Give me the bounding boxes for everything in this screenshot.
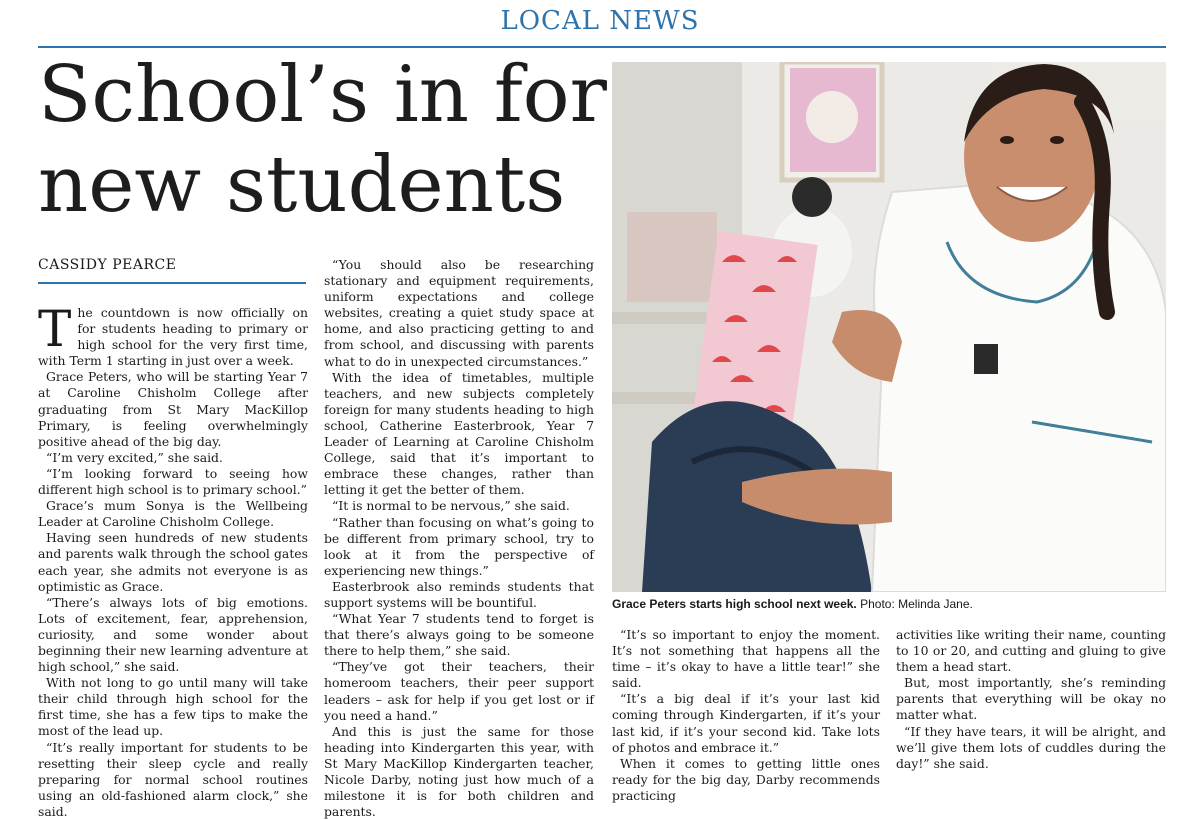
byline: CASSIDY PEARCE [38, 257, 177, 273]
photo-caption [612, 597, 973, 611]
paragraph: But, most importantly, she’s reminding parents that everything will be okay no matter what. [896, 675, 1166, 723]
paragraph: With the idea of timetables, multiple teachers, and new subjects completely foreign for many students heading to high school, Catherine Easterbrook, Year 7 Leader of Learning at Caroline Chisholm College, said that it’s important to embrace these changes, rather than letting it get the better of them. [324, 369, 594, 498]
paragraph: “There’s always lots of big emotions. Lots of excitement, fear, apprehension, curiosity, and some wonder about beginning their new learning adventure at high school,” she said. [38, 594, 308, 675]
student-photo-illustration [612, 62, 1166, 592]
paragraph: Grace Peters, who will be starting Year 7 at Caroline Chisholm College after graduating from St Mary MacKillop Primary, is feeling overwhelmingly positive ahead of the big day. [38, 369, 308, 449]
paragraph [38, 300, 308, 369]
paragraph: activities like writing their name, counting to 10 or 20, and cutting and gluing to give them a head start. [896, 627, 1166, 675]
paragraph: “I’m looking forward to seeing how different high school is to primary school.” [38, 465, 308, 498]
paragraph: When it comes to getting little ones ready for the big day, Darby recommends practicing [612, 755, 880, 803]
paragraph: “Rather than focusing on what’s going to be different from primary school, try to look at it from the perspective of experiencing new things.” [324, 514, 594, 578]
paragraph: And this is just the same for those heading into Kindergarten this year, with St Mary MacKillop Kindergarten teacher, Nicole Darby, noting just how much of a milestone it is for both children and parents. [324, 723, 594, 820]
article-column-1 [38, 300, 308, 820]
headline: School’s in for new students [38, 50, 607, 230]
paragraph: “It’s a big deal if it’s your last kid coming through Kindergarten, if it’s your last kid, if it’s your second kid. Take lots of photos and embrace it.” [612, 691, 880, 755]
paragraph-text: he countdown is now officially on for students heading to primary or high school for the very first time, with Term 1 starting in just over a week. [38, 305, 308, 369]
article-photo [612, 62, 1166, 592]
paragraph: “It’s so important to enjoy the moment. It’s not something that happens all the time – it’s okay to have a little tear!” she said. [612, 627, 880, 691]
paragraph: “What Year 7 students tend to forget is that there’s always going to be someone there to help them,” she said. [324, 611, 594, 659]
paragraph: “If they have tears, it will be alright, and we’ll give them lots of cuddles during the day!” she said. [896, 723, 1166, 771]
article-column-4 [896, 627, 1166, 772]
article-column-2 [324, 257, 594, 820]
paragraph: Grace’s mum Sonya is the Wellbeing Leader at Caroline Chisholm College. [38, 498, 308, 530]
paragraph: “It is normal to be nervous,” she said. [332, 498, 570, 514]
paragraph: “They’ve got their teachers, their homeroom teachers, their peer support leaders – ask for help if you get lost or if you need a hand.” [324, 659, 594, 723]
paragraph: Easterbrook also reminds students that support systems will be bountiful. [324, 578, 594, 610]
article-column-3 [612, 627, 880, 804]
drop-cap: T [38, 300, 72, 358]
paragraph: With not long to go until many will take their child through high school for the first time, she has a few tips to make the most of the lead up. [38, 675, 308, 739]
paragraph: “I’m very excited,” she said. [46, 449, 223, 465]
section-label: LOCAL NEWS [500, 6, 700, 36]
paragraph: “You should also be researching stationary and equipment requirements, uniform expectations and college websites, creating a quiet study space at home, and also practicing getting to and from school, and discussing with parents what to do in unexpected circumstances.” [324, 257, 594, 369]
caption-bold: Grace Peters starts high school next week. [612, 597, 857, 611]
paragraph: Having seen hundreds of new students and parents walk through the school gates each year, she admits not everyone is as optimistic as Grace. [38, 530, 308, 594]
section-rule [38, 46, 1166, 48]
caption-credit: Photo: Melinda Jane. [860, 597, 973, 611]
byline-rule [38, 282, 306, 284]
paragraph: “It’s really important for students to be resetting their sleep cycle and really preparing for normal school routines using an old-fashioned alarm clock,” she said. [38, 739, 308, 819]
